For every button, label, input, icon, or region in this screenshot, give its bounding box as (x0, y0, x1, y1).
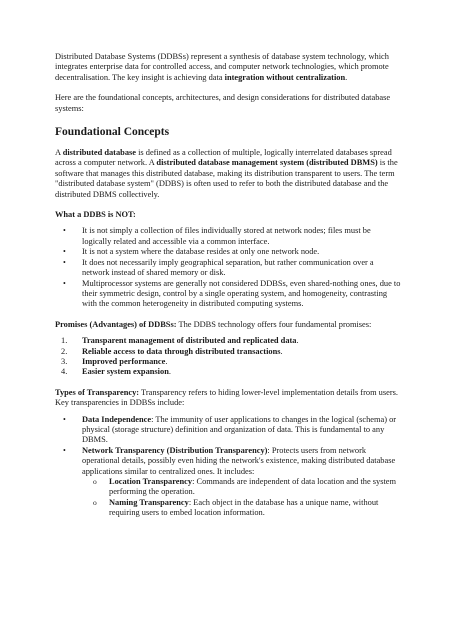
list-item (55, 415, 401, 446)
document-page (55, 52, 401, 519)
intro-paragraph (55, 52, 401, 83)
intro-text: Distributed Database Systems (DDBSs) represent a synthesis of database system technology, which integrates enterprise data for controlled access, and computer network technologies, which promote decentralisation. The key insight is achieving data (55, 52, 389, 82)
promises-list (55, 336, 401, 378)
item-end: . (280, 346, 283, 356)
transparency-list (55, 415, 401, 519)
item-label: Network Transparency (Distribution Transparency) (82, 445, 268, 455)
item-text: : The immunity of user applications to changes in the logical (schema) or physical (storage structure) definition and organization of data. This is fundamental to any DBMS. (82, 414, 397, 445)
intro-paragraph-2: Here are the foundational concepts, architectures, and design considerations for distributed database systems: (55, 93, 391, 113)
definition-text: is the software that manages this distributed database, making its distribution transparent to users. The term "distributed database system" (DDBS) is often used to refer to both the distributed database and the distributed DBMS collectively. (55, 158, 398, 199)
item-number: 4. (61, 367, 68, 377)
item-label: Reliable access to data through distributed transactions (82, 346, 281, 356)
term-distributed-dbms: distributed database management system (distributed DBMS) (156, 158, 378, 168)
item-text: : Commands are independent of data location and the system performing the operation. (109, 477, 397, 497)
list-item: • It is not simply a collection of files individually stored at network nodes; files must be logically related and accessible via a common interface. (55, 226, 401, 247)
subheading-not-ddbs: What a DDBS is NOT: (55, 210, 136, 220)
definition-text: is defined as a collection of multiple, logically interrelated databases spread across a computer network. A (55, 148, 392, 168)
sub-list-item (55, 498, 401, 519)
promises-text: The DDBS technology offers four fundamental promises: (176, 319, 372, 329)
item-end: . (165, 356, 168, 366)
item-text: : Each object in the database has a unique name, without requiring users to embed location information. (109, 497, 379, 518)
transparency-paragraph (55, 388, 401, 409)
term-distributed-database: distributed database (62, 148, 136, 158)
item-number: 2. (61, 346, 68, 356)
list-item (55, 367, 401, 377)
list-item: • It is not a system where the database resides at only one network node. (55, 247, 401, 257)
item-number: 3. (61, 356, 68, 366)
transparency-text: Transparency refers to hiding lower-level implementation details from users. Key transparencies in DDBSs include: (55, 387, 398, 408)
definition-text: A (55, 148, 63, 158)
list-item: • It does not necessarily imply geographical separation, but rather communication over a network instead of shared memory or disk. (55, 258, 401, 279)
item-text: : Protects users from network operational details, possibly even hiding the network's existence, making distributed database applications similar to centralized ones. It includes: (82, 445, 396, 476)
list-item: • Multiprocessor systems are generally not considered DDBSs, even shared-nothing ones, due to their symmetric design, control by a single operating system, and homogeneity, contrasting with the common heterogeneity in distributed computing systems. (55, 279, 401, 310)
list-item (55, 357, 401, 367)
not-ddbs-list (55, 226, 401, 309)
item-label: Location Transparency (109, 477, 193, 486)
item-label: Easier system expansion (82, 367, 169, 377)
item-label: Transparent management of distributed and replicated data (82, 336, 297, 346)
item-label: Naming Transparency (109, 497, 189, 507)
list-item (55, 446, 401, 477)
item-end: . (296, 336, 299, 346)
sub-list-item (55, 477, 401, 498)
item-label: Improved performance (82, 356, 166, 366)
intro-bold-phrase: integration without centralization (224, 72, 346, 82)
item-end: . (168, 367, 171, 377)
list-item (55, 336, 401, 346)
promises-label: Promises (Advantages) of DDBSs: (55, 319, 177, 329)
definition-paragraph (55, 148, 401, 200)
list-item (55, 347, 401, 357)
item-label: Data Independence (82, 414, 152, 424)
promises-paragraph (55, 320, 401, 330)
intro-period: . (345, 72, 348, 82)
section-heading-foundational: Foundational Concepts (55, 126, 170, 139)
item-number: 1. (61, 336, 68, 346)
transparency-label: Types of Transparency: (55, 387, 140, 397)
